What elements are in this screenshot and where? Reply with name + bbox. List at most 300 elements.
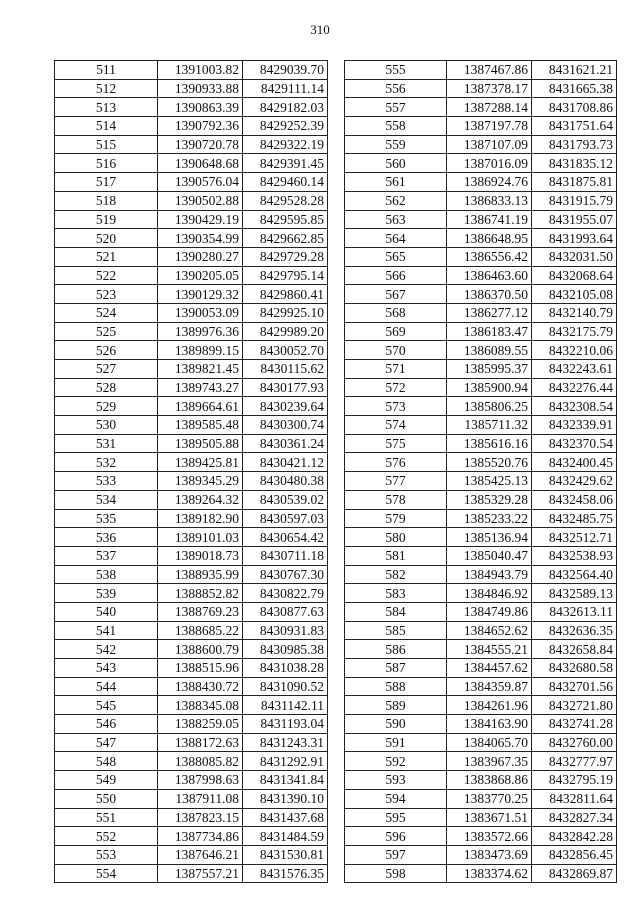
point-number-cell: 558: [345, 117, 447, 136]
point-number-cell: 581: [345, 546, 447, 565]
y-coordinate-cell: 8430361.24: [243, 434, 328, 453]
x-coordinate-cell: 1383473.69: [447, 845, 532, 864]
y-coordinate-cell: 8432538.93: [532, 546, 617, 565]
x-coordinate-cell: 1390354.99: [158, 229, 243, 248]
table-row: [55, 322, 328, 341]
y-coordinate-cell: 8432175.79: [532, 322, 617, 341]
point-number-cell: 593: [345, 771, 447, 790]
y-coordinate-cell: 8432564.40: [532, 565, 617, 584]
table-row: [55, 360, 328, 379]
table-row: [345, 640, 617, 659]
y-coordinate-cell: 8430239.64: [243, 397, 328, 416]
x-coordinate-cell: 1387646.21: [158, 845, 243, 864]
table-row: [55, 864, 328, 883]
table-row: [55, 191, 328, 210]
x-coordinate-cell: 1384359.87: [447, 677, 532, 696]
point-number-cell: 572: [345, 378, 447, 397]
point-number-cell: 537: [55, 546, 158, 565]
x-coordinate-cell: 1384943.79: [447, 565, 532, 584]
y-coordinate-cell: 8431708.86: [532, 98, 617, 117]
x-coordinate-cell: 1383572.66: [447, 827, 532, 846]
y-coordinate-cell: 8432512.71: [532, 528, 617, 547]
y-coordinate-cell: 8432721.80: [532, 696, 617, 715]
x-coordinate-cell: 1387378.17: [447, 79, 532, 98]
y-coordinate-cell: 8430480.38: [243, 472, 328, 491]
point-number-cell: 543: [55, 659, 158, 678]
point-number-cell: 525: [55, 322, 158, 341]
table-row: [55, 434, 328, 453]
y-coordinate-cell: 8431090.52: [243, 677, 328, 696]
table-row: [55, 733, 328, 752]
table-row: [55, 173, 328, 192]
x-coordinate-cell: 1388769.23: [158, 602, 243, 621]
y-coordinate-cell: 8431751.64: [532, 117, 617, 136]
table-row: [345, 509, 617, 528]
point-number-cell: 592: [345, 752, 447, 771]
point-number-cell: 573: [345, 397, 447, 416]
point-number-cell: 584: [345, 602, 447, 621]
y-coordinate-cell: 8432276.44: [532, 378, 617, 397]
table-row: [345, 397, 617, 416]
y-coordinate-cell: 8429989.20: [243, 322, 328, 341]
table-row: [55, 416, 328, 435]
point-number-cell: 542: [55, 640, 158, 659]
table-row: [55, 677, 328, 696]
x-coordinate-cell: 1390648.68: [158, 154, 243, 173]
y-coordinate-cell: 8430421.12: [243, 453, 328, 472]
point-number-cell: 522: [55, 266, 158, 285]
y-coordinate-cell: 8429252.39: [243, 117, 328, 136]
x-coordinate-cell: 1389425.81: [158, 453, 243, 472]
y-coordinate-cell: 8432811.64: [532, 789, 617, 808]
point-number-cell: 519: [55, 210, 158, 229]
x-coordinate-cell: 1386370.50: [447, 285, 532, 304]
y-coordinate-cell: 8432741.28: [532, 715, 617, 734]
table-row: [55, 789, 328, 808]
x-coordinate-cell: 1386463.60: [447, 266, 532, 285]
x-coordinate-cell: 1385233.22: [447, 509, 532, 528]
y-coordinate-cell: 8430877.63: [243, 602, 328, 621]
x-coordinate-cell: 1384065.70: [447, 733, 532, 752]
x-coordinate-cell: 1388515.96: [158, 659, 243, 678]
table-row: [55, 453, 328, 472]
y-coordinate-cell: 8431793.73: [532, 135, 617, 154]
point-number-cell: 551: [55, 808, 158, 827]
table-row: [345, 79, 617, 98]
point-number-cell: 540: [55, 602, 158, 621]
x-coordinate-cell: 1390863.39: [158, 98, 243, 117]
table-row: [55, 827, 328, 846]
point-number-cell: 571: [345, 360, 447, 379]
y-coordinate-cell: 8429662.85: [243, 229, 328, 248]
y-coordinate-cell: 8432140.79: [532, 303, 617, 322]
y-coordinate-cell: 8431484.59: [243, 827, 328, 846]
table-row: [55, 845, 328, 864]
point-number-cell: 518: [55, 191, 158, 210]
y-coordinate-cell: 8431993.64: [532, 229, 617, 248]
y-coordinate-cell: 8431038.28: [243, 659, 328, 678]
table-row: [345, 733, 617, 752]
point-number-cell: 597: [345, 845, 447, 864]
point-number-cell: 578: [345, 490, 447, 509]
y-coordinate-cell: 8431193.04: [243, 715, 328, 734]
point-number-cell: 526: [55, 341, 158, 360]
table-row: [345, 285, 617, 304]
x-coordinate-cell: 1389264.32: [158, 490, 243, 509]
x-coordinate-cell: 1384261.96: [447, 696, 532, 715]
point-number-cell: 555: [345, 61, 447, 80]
table-row: [55, 640, 328, 659]
x-coordinate-cell: 1388430.72: [158, 677, 243, 696]
x-coordinate-cell: 1387288.14: [447, 98, 532, 117]
table-row: [55, 210, 328, 229]
x-coordinate-cell: 1389585.48: [158, 416, 243, 435]
y-coordinate-cell: 8430539.02: [243, 490, 328, 509]
point-number-cell: 567: [345, 285, 447, 304]
point-number-cell: 594: [345, 789, 447, 808]
y-coordinate-cell: 8429182.03: [243, 98, 328, 117]
table-row: [345, 154, 617, 173]
table-row: [55, 659, 328, 678]
y-coordinate-cell: 8431665.38: [532, 79, 617, 98]
y-coordinate-cell: 8432068.64: [532, 266, 617, 285]
x-coordinate-cell: 1389505.88: [158, 434, 243, 453]
table-row: [345, 453, 617, 472]
x-coordinate-cell: 1385806.25: [447, 397, 532, 416]
table-row: [345, 210, 617, 229]
point-number-cell: 563: [345, 210, 447, 229]
x-coordinate-cell: 1388685.22: [158, 621, 243, 640]
table-row: [55, 621, 328, 640]
x-coordinate-cell: 1388852.82: [158, 584, 243, 603]
table-row: [345, 621, 617, 640]
table-row: [55, 490, 328, 509]
x-coordinate-cell: 1386741.19: [447, 210, 532, 229]
point-number-cell: 521: [55, 247, 158, 266]
point-number-cell: 588: [345, 677, 447, 696]
y-coordinate-cell: 8432869.87: [532, 864, 617, 883]
table-row: [345, 117, 617, 136]
point-number-cell: 515: [55, 135, 158, 154]
point-number-cell: 547: [55, 733, 158, 752]
x-coordinate-cell: 1387734.86: [158, 827, 243, 846]
x-coordinate-cell: 1390129.32: [158, 285, 243, 304]
table-row: [55, 229, 328, 248]
table-row: [55, 303, 328, 322]
table-row: [55, 752, 328, 771]
table-row: [345, 266, 617, 285]
table-row: [345, 789, 617, 808]
x-coordinate-cell: 1391003.82: [158, 61, 243, 80]
point-number-cell: 544: [55, 677, 158, 696]
point-number-cell: 538: [55, 565, 158, 584]
table-row: [345, 584, 617, 603]
point-number-cell: 564: [345, 229, 447, 248]
x-coordinate-cell: 1387557.21: [158, 864, 243, 883]
table-row: [55, 117, 328, 136]
point-number-cell: 553: [55, 845, 158, 864]
x-coordinate-cell: 1385520.76: [447, 453, 532, 472]
table-row: [345, 173, 617, 192]
y-coordinate-cell: 8430822.79: [243, 584, 328, 603]
x-coordinate-cell: 1388259.05: [158, 715, 243, 734]
point-number-cell: 539: [55, 584, 158, 603]
table-row: [55, 509, 328, 528]
table-row: [55, 378, 328, 397]
y-coordinate-cell: 8429039.70: [243, 61, 328, 80]
x-coordinate-cell: 1386089.55: [447, 341, 532, 360]
y-coordinate-cell: 8431243.31: [243, 733, 328, 752]
x-coordinate-cell: 1390576.04: [158, 173, 243, 192]
y-coordinate-cell: 8431875.81: [532, 173, 617, 192]
x-coordinate-cell: 1389976.36: [158, 322, 243, 341]
x-coordinate-cell: 1390429.19: [158, 210, 243, 229]
table-row: [55, 808, 328, 827]
x-coordinate-cell: 1384749.86: [447, 602, 532, 621]
y-coordinate-cell: 8429391.45: [243, 154, 328, 173]
y-coordinate-cell: 8432031.50: [532, 247, 617, 266]
point-number-cell: 562: [345, 191, 447, 210]
x-coordinate-cell: 1385616.16: [447, 434, 532, 453]
x-coordinate-cell: 1390502.88: [158, 191, 243, 210]
table-row: [345, 303, 617, 322]
table-row: [345, 602, 617, 621]
x-coordinate-cell: 1384555.21: [447, 640, 532, 659]
point-number-cell: 589: [345, 696, 447, 715]
point-number-cell: 511: [55, 61, 158, 80]
table-row: [55, 266, 328, 285]
x-coordinate-cell: 1389821.45: [158, 360, 243, 379]
point-number-cell: 517: [55, 173, 158, 192]
point-number-cell: 556: [345, 79, 447, 98]
point-number-cell: 596: [345, 827, 447, 846]
table-row: [345, 247, 617, 266]
x-coordinate-cell: 1387911.08: [158, 789, 243, 808]
point-number-cell: 577: [345, 472, 447, 491]
y-coordinate-cell: 8429795.14: [243, 266, 328, 285]
point-number-cell: 541: [55, 621, 158, 640]
y-coordinate-cell: 8430115.62: [243, 360, 328, 379]
point-number-cell: 536: [55, 528, 158, 547]
y-coordinate-cell: 8429729.28: [243, 247, 328, 266]
y-coordinate-cell: 8432400.45: [532, 453, 617, 472]
y-coordinate-cell: 8432589.13: [532, 584, 617, 603]
table-row: [55, 154, 328, 173]
point-number-cell: 529: [55, 397, 158, 416]
table-row: [345, 565, 617, 584]
point-number-cell: 566: [345, 266, 447, 285]
x-coordinate-cell: 1389345.29: [158, 472, 243, 491]
x-coordinate-cell: 1387998.63: [158, 771, 243, 790]
table-row: [55, 247, 328, 266]
x-coordinate-cell: 1390792.36: [158, 117, 243, 136]
x-coordinate-cell: 1385136.94: [447, 528, 532, 547]
table-row: [55, 98, 328, 117]
y-coordinate-cell: 8432842.28: [532, 827, 617, 846]
x-coordinate-cell: 1390280.27: [158, 247, 243, 266]
point-number-cell: 574: [345, 416, 447, 435]
table-row: [345, 191, 617, 210]
point-number-cell: 560: [345, 154, 447, 173]
table-row: [55, 565, 328, 584]
table-row: [55, 546, 328, 565]
x-coordinate-cell: 1386833.13: [447, 191, 532, 210]
table-row: [345, 434, 617, 453]
table-row: [55, 341, 328, 360]
y-coordinate-cell: 8432658.84: [532, 640, 617, 659]
table-row: [345, 528, 617, 547]
table-row: [345, 341, 617, 360]
table-row: [55, 584, 328, 603]
y-coordinate-cell: 8431835.12: [532, 154, 617, 173]
table-row: [345, 845, 617, 864]
point-number-cell: 516: [55, 154, 158, 173]
x-coordinate-cell: 1386648.95: [447, 229, 532, 248]
point-number-cell: 532: [55, 453, 158, 472]
x-coordinate-cell: 1387107.09: [447, 135, 532, 154]
table-row: [345, 808, 617, 827]
point-number-cell: 513: [55, 98, 158, 117]
x-coordinate-cell: 1386183.47: [447, 322, 532, 341]
point-number-cell: 530: [55, 416, 158, 435]
point-number-cell: 579: [345, 509, 447, 528]
y-coordinate-cell: 8429595.85: [243, 210, 328, 229]
point-number-cell: 585: [345, 621, 447, 640]
point-number-cell: 549: [55, 771, 158, 790]
x-coordinate-cell: 1384846.92: [447, 584, 532, 603]
x-coordinate-cell: 1386556.42: [447, 247, 532, 266]
point-number-cell: 569: [345, 322, 447, 341]
y-coordinate-cell: 8432636.35: [532, 621, 617, 640]
x-coordinate-cell: 1390720.78: [158, 135, 243, 154]
y-coordinate-cell: 8432485.75: [532, 509, 617, 528]
table-row: [345, 472, 617, 491]
y-coordinate-cell: 8429860.41: [243, 285, 328, 304]
point-number-cell: 568: [345, 303, 447, 322]
x-coordinate-cell: 1385425.13: [447, 472, 532, 491]
y-coordinate-cell: 8432795.19: [532, 771, 617, 790]
x-coordinate-cell: 1388345.08: [158, 696, 243, 715]
point-number-cell: 591: [345, 733, 447, 752]
point-number-cell: 561: [345, 173, 447, 192]
table-row: [345, 490, 617, 509]
point-number-cell: 575: [345, 434, 447, 453]
point-number-cell: 545: [55, 696, 158, 715]
y-coordinate-cell: 8432105.08: [532, 285, 617, 304]
point-number-cell: 557: [345, 98, 447, 117]
x-coordinate-cell: 1389899.15: [158, 341, 243, 360]
y-coordinate-cell: 8432701.56: [532, 677, 617, 696]
table-row: [345, 864, 617, 883]
point-number-cell: 590: [345, 715, 447, 734]
table-row: [55, 472, 328, 491]
y-coordinate-cell: 8432243.61: [532, 360, 617, 379]
table-row: [345, 61, 617, 80]
point-number-cell: 582: [345, 565, 447, 584]
point-number-cell: 550: [55, 789, 158, 808]
y-coordinate-cell: 8430767.30: [243, 565, 328, 584]
y-coordinate-cell: 8431292.91: [243, 752, 328, 771]
x-coordinate-cell: 1383770.25: [447, 789, 532, 808]
point-number-cell: 554: [55, 864, 158, 883]
y-coordinate-cell: 8432308.54: [532, 397, 617, 416]
x-coordinate-cell: 1383671.51: [447, 808, 532, 827]
y-coordinate-cell: 8431390.10: [243, 789, 328, 808]
table-row: [345, 135, 617, 154]
table-row: [345, 322, 617, 341]
y-coordinate-cell: 8431915.79: [532, 191, 617, 210]
table-row: [55, 696, 328, 715]
x-coordinate-cell: 1389101.03: [158, 528, 243, 547]
x-coordinate-cell: 1385711.32: [447, 416, 532, 435]
point-number-cell: 559: [345, 135, 447, 154]
table-row: [55, 79, 328, 98]
coordinates-table-right-body: [345, 61, 617, 883]
y-coordinate-cell: 8432210.06: [532, 341, 617, 360]
y-coordinate-cell: 8429528.28: [243, 191, 328, 210]
point-number-cell: 535: [55, 509, 158, 528]
table-row: [55, 771, 328, 790]
coordinates-table-left: [54, 60, 328, 883]
y-coordinate-cell: 8430300.74: [243, 416, 328, 435]
point-number-cell: 587: [345, 659, 447, 678]
point-number-cell: 583: [345, 584, 447, 603]
point-number-cell: 598: [345, 864, 447, 883]
table-row: [345, 546, 617, 565]
y-coordinate-cell: 8431576.35: [243, 864, 328, 883]
point-number-cell: 528: [55, 378, 158, 397]
x-coordinate-cell: 1385329.28: [447, 490, 532, 509]
y-coordinate-cell: 8432458.06: [532, 490, 617, 509]
table-row: [345, 659, 617, 678]
x-coordinate-cell: 1389664.61: [158, 397, 243, 416]
x-coordinate-cell: 1384652.62: [447, 621, 532, 640]
page-number: 310: [310, 22, 330, 37]
x-coordinate-cell: 1389018.73: [158, 546, 243, 565]
x-coordinate-cell: 1385995.37: [447, 360, 532, 379]
y-coordinate-cell: 8432777.97: [532, 752, 617, 771]
x-coordinate-cell: 1387016.09: [447, 154, 532, 173]
table-row: [345, 827, 617, 846]
x-coordinate-cell: 1390205.05: [158, 266, 243, 285]
x-coordinate-cell: 1383868.86: [447, 771, 532, 790]
y-coordinate-cell: 8430931.83: [243, 621, 328, 640]
y-coordinate-cell: 8431955.07: [532, 210, 617, 229]
x-coordinate-cell: 1388935.99: [158, 565, 243, 584]
coordinates-table-left-body: [55, 61, 328, 883]
table-row: [345, 752, 617, 771]
point-number-cell: 527: [55, 360, 158, 379]
x-coordinate-cell: 1387197.78: [447, 117, 532, 136]
y-coordinate-cell: 8430985.38: [243, 640, 328, 659]
point-number-cell: 524: [55, 303, 158, 322]
y-coordinate-cell: 8430052.70: [243, 341, 328, 360]
y-coordinate-cell: 8430177.93: [243, 378, 328, 397]
table-row: [55, 602, 328, 621]
y-coordinate-cell: 8431437.68: [243, 808, 328, 827]
x-coordinate-cell: 1390933.88: [158, 79, 243, 98]
point-number-cell: 523: [55, 285, 158, 304]
point-number-cell: 552: [55, 827, 158, 846]
x-coordinate-cell: 1388600.79: [158, 640, 243, 659]
x-coordinate-cell: 1387823.15: [158, 808, 243, 827]
point-number-cell: 565: [345, 247, 447, 266]
x-coordinate-cell: 1385900.94: [447, 378, 532, 397]
coordinates-table-right: [344, 60, 617, 883]
x-coordinate-cell: 1388172.63: [158, 733, 243, 752]
point-number-cell: 520: [55, 229, 158, 248]
x-coordinate-cell: 1383967.35: [447, 752, 532, 771]
